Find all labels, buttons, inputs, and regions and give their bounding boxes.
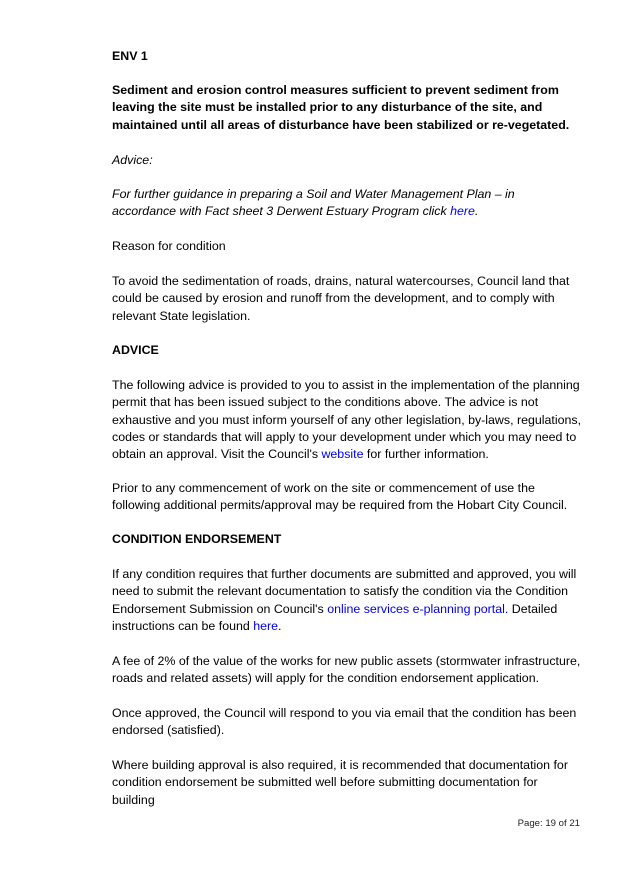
- endorsement-paragraph-1-mid: Detailed instructions can be found: [112, 601, 558, 633]
- advice-heading: ADVICE: [112, 343, 159, 357]
- website-link[interactable]: website: [321, 447, 364, 462]
- endorsement-paragraph-4: Where building approval is also required, it is recommended that documentation for condition endorsement be submitted well before submitting documentation for building: [112, 758, 568, 807]
- endorsement-paragraph-2: A fee of 2% of the value of the works for new public assets (stormwater infrastructure, roads and related assets) will apply for the condition endorsement application.: [112, 654, 581, 686]
- endorsement-paragraph-1-body: If any condition requires that further documents are submitted and approved, you will need to submit the relevant documentation to satisfy the condition via the Condition Endorsement Submission on Council's: [112, 567, 577, 616]
- advice-label: Advice:: [112, 153, 153, 167]
- advice-text: [112, 186, 582, 221]
- advice-paragraph-2: Prior to any commencement of work on the site or commencement of use the following additional permits/approval may be required from the Hobart City Council.: [112, 481, 568, 513]
- advice-paragraph-1-end: for further information.: [363, 447, 489, 462]
- e-planning-portal-link[interactable]: online services e-planning portal.: [327, 601, 509, 616]
- endorsement-paragraph-3: Once approved, the Council will respond to you via email that the condition has been endorsed (satisfied).: [112, 706, 577, 738]
- instructions-here-link[interactable]: here: [253, 618, 279, 633]
- advice-text-body: For further guidance in preparing a Soil and Water Management Plan – in accordance with Fact sheet 3 Derwent Estuary Program click: [112, 187, 515, 219]
- reason-label: Reason for condition: [112, 239, 226, 253]
- reason-text: To avoid the sedimentation of roads, drains, natural watercourses, Council land that could be caused by erosion and runoff from the development, and to comply with relevant State legislation.: [112, 274, 570, 323]
- advice-paragraph-1: [112, 377, 582, 463]
- advice-paragraph-1-body: The following advice is provided to you to assist in the implementation of the planning permit that has been issued subject to the conditions above. The advice is not exhaustive and you must inform yourself of any other legislation, by-laws, regulations, codes or standards that will apply to your development under which you may need to obtain an approval. Visit the Council's: [112, 378, 582, 462]
- endorsement-paragraph-1-end: .: [278, 618, 282, 633]
- env-condition: Sediment and erosion control measures sufficient to prevent sediment from leaving the site must be installed prior to any disturbance of the site, and maintained until all areas of disturbance have been stabilized or re-vegetated.: [112, 83, 570, 132]
- env-heading: ENV 1: [112, 49, 148, 63]
- endorsement-paragraph-1: [112, 566, 582, 635]
- advice-text-end: .: [474, 204, 479, 219]
- page-number: Page: 19 of 21: [517, 818, 580, 829]
- endorsement-heading: CONDITION ENDORSEMENT: [112, 532, 282, 546]
- advice-here-link[interactable]: here: [450, 204, 475, 219]
